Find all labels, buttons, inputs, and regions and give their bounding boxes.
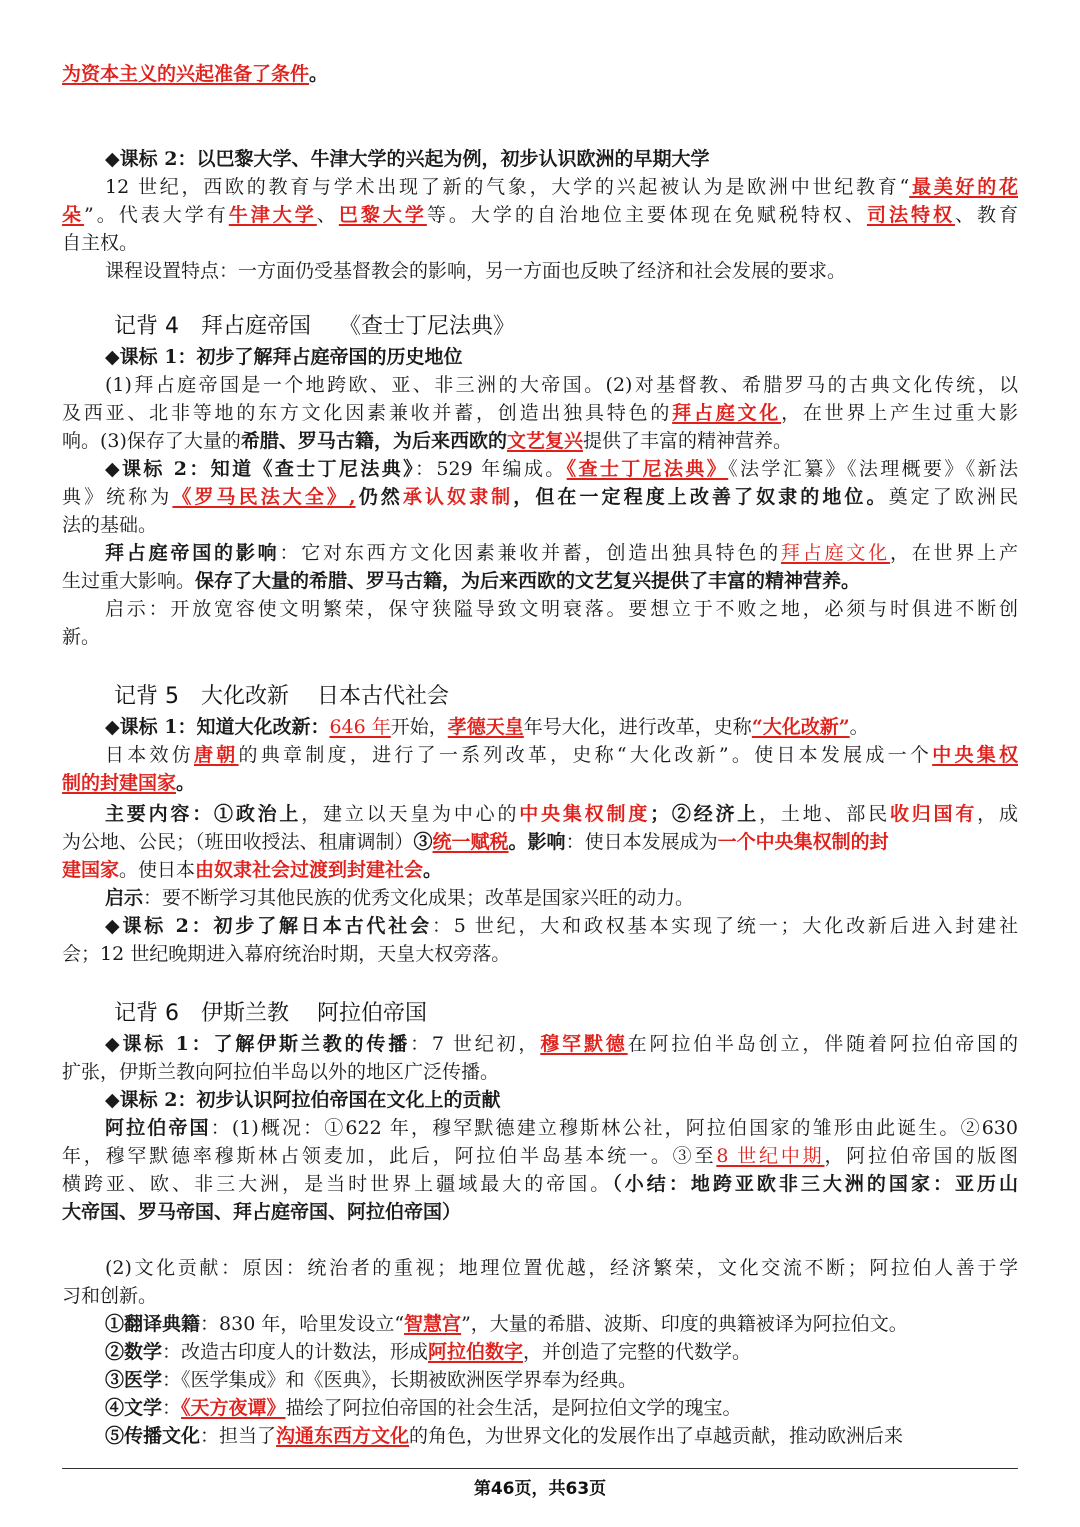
curriculum-standard-line: ◆课标 2：以巴黎大学、牛津大学的兴起为例，初步认识欧洲的早期大学 — [105, 148, 710, 170]
list-item: ④文学：《天方夜谭》描绘了阿拉伯帝国的社会生活，是阿拉伯文学的瑰宝。 — [105, 1397, 742, 1419]
text-line: 朵”。代表大学有牛津大学、巴黎大学等。大学的自治地位主要体现在免赋税特权、司法特权、教育 — [62, 204, 1018, 226]
text-line: 启示：要不断学习其他民族的优秀文化成果；改革是国家兴旺的动力。 — [105, 887, 695, 909]
text-line: 课程设置特点：一方面仍受基督教会的影响，另一方面也反映了经济和社会发展的要求。 — [105, 260, 847, 282]
text-line: 为公地、公民；（班田收授法、租庸调制）③统一赋税。影响：使日本发展成为一个中央集权制的封 — [62, 831, 889, 853]
list-item: ⑤传播文化：担当了沟通东西方文化的角色，为世界文化的发展作出了卓越贡献，推动欧洲后来 — [105, 1425, 904, 1447]
text-line: 习和创新。 — [62, 1285, 158, 1307]
text-line: 阿拉伯帝国：(1)概况：①622 年，穆罕默德建立穆斯林公社，阿拉伯国家的雏形由此诞生。②630 — [105, 1117, 1018, 1139]
text-line: 会；12 世纪晚期进入幕府统治时期，天皇大权旁落。 — [62, 943, 511, 965]
text-line: 12 世纪，西欧的教育与学术出现了新的气象，大学的兴起被认为是欧洲中世纪教育“最美好的花 — [105, 176, 1018, 198]
text-line: 制的封建国家。 — [62, 772, 196, 794]
text-line: 新。 — [62, 626, 101, 648]
text-line: 年，穆罕默德率穆斯林占领麦加，此后，阿拉伯半岛基本统一。③至8 世纪中期，阿拉伯帝国的版图 — [62, 1145, 1018, 1167]
curriculum-standard-line: ◆课标 1：知道大化改新：646 年开始，孝德天皇年号大化，进行改革，史称“大化改新”。 — [105, 716, 869, 738]
curriculum-standard-line: ◆课标 1：了解伊斯兰教的传播：7 世纪初，穆罕默德在阿拉伯半岛创立，伴随着阿拉伯帝国的 — [105, 1033, 1018, 1055]
text-line: 生过重大影响。保存了大量的希腊、罗马古籍，为后来西欧的文艺复兴提供了丰富的精神营养。 — [62, 570, 861, 592]
text-line: 响。(3)保存了大量的希腊、罗马古籍，为后来西欧的文艺复兴提供了丰富的精神营养。 — [62, 430, 792, 452]
text-line: 自主权。 — [62, 232, 139, 254]
section-heading: 记背 4 拜占庭帝国 《查士丁尼法典》 — [114, 314, 516, 339]
text-line: 拜占庭帝国的影响：它对东西方文化因素兼收并蓄，创造出独具特色的拜占庭文化，在世界上产 — [105, 542, 1018, 564]
page-number: 第46页，共63页 — [473, 1479, 607, 1499]
list-item: ①翻译典籍：830 年，哈里发设立“智慧宫”，大量的希腊、波斯、印度的典籍被译为阿拉伯文。 — [105, 1313, 908, 1335]
text-line: (2)文化贡献：原因：统治者的重视；地理位置优越，经济繁荣，文化交流不断；阿拉伯人善于学 — [105, 1257, 1018, 1279]
curriculum-standard-line: ◆课标 2：初步认识阿拉伯帝国在文化上的贡献 — [105, 1089, 501, 1111]
text-line: 建国家。使日本由奴隶社会过渡到封建社会。 — [62, 859, 443, 881]
text-line: (1)拜占庭帝国是一个地跨欧、亚、非三洲的大帝国。(2)对基督教、希腊罗马的古典文化传统，以 — [105, 374, 1018, 396]
text-line: 启示：开放宽容使文明繁荣，保守狭隘导致文明衰落。要想立于不败之地，必须与时俱进不断创 — [105, 598, 1018, 620]
list-item: ②数学：改造古印度人的计数法，形成阿拉伯数字，并创造了完整的代数学。 — [105, 1341, 752, 1363]
curriculum-standard-line: ◆课标 1：初步了解拜占庭帝国的历史地位 — [105, 346, 463, 368]
text-line: 扩张，伊斯兰教向阿拉伯半岛以外的地区广泛传播。 — [62, 1061, 500, 1083]
document-page — [62, 60, 1018, 1450]
section-heading: 记背 6 伊斯兰教 阿拉伯帝国 — [114, 1001, 428, 1026]
list-item: ③医学：《医学集成》和《医典》，长期被欧洲医学界奉为经典。 — [105, 1369, 638, 1391]
text-line: 日本效仿唐朝的典章制度，进行了一系列改革，史称“大化改新”。使日本发展成一个中央集权 — [105, 744, 1018, 766]
text-line: 为资本主义的兴起准备了条件。 — [62, 63, 329, 85]
text-line: 主要内容：①政治上，建立以天皇为中心的中央集权制度；②经济上，土地、部民收归国有，成 — [105, 803, 1018, 825]
section-heading: 记背 5 大化改新 日本古代社会 — [114, 684, 450, 709]
footer-divider — [62, 1468, 1018, 1469]
curriculum-standard-line: ◆课标 2：知道《查士丁尼法典》：529 年编成。《查士丁尼法典》《法学汇纂》《法理概要》《新法 — [105, 458, 1018, 480]
text-line: 及西亚、北非等地的东方文化因素兼收并蓄，创造出独具特色的拜占庭文化，在世界上产生过重大影 — [62, 402, 1018, 424]
text-line: 横跨亚、欧、非三大洲，是当时世界上疆域最大的帝国。（小结：地跨亚欧非三大洲的国家：亚历山 — [62, 1173, 1018, 1195]
text-line: 典》统称为《罗马民法大全》,仍然承认奴隶制，但在一定程度上改善了奴隶的地位。奠定了欧洲民 — [62, 486, 1018, 508]
text-line: 大帝国、罗马帝国、拜占庭帝国、阿拉伯帝国） — [62, 1201, 462, 1223]
curriculum-standard-line: ◆课标 2：初步了解日本古代社会：5 世纪，大和政权基本实现了统一；大化改新后进入封建社 — [105, 915, 1018, 937]
text-line: 法的基础。 — [62, 514, 158, 536]
